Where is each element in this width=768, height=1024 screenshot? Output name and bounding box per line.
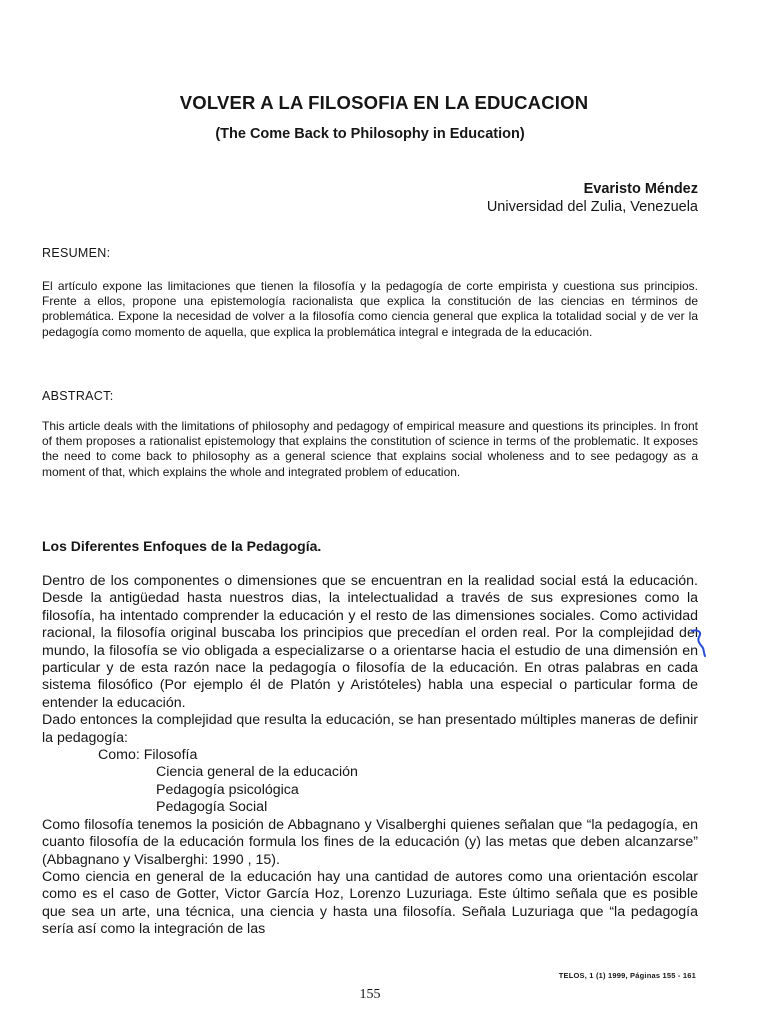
author-name: Evaristo Méndez [583, 181, 698, 197]
pen-mark-icon [690, 628, 708, 658]
section-body [42, 573, 698, 939]
definitions-list [42, 747, 698, 817]
paragraph: Como filosofía tenemos la posición de Abbagnano y Visalberghi quienes señalan que “la pedagogía, en cuanto filosofía de la educación formula los fines de la educación (y) las metas que deben alcanzarse” (Abbagnano y Visalberghi: 1990 , 15). [42, 816, 698, 868]
list-item: Ciencia general de la educación [156, 764, 358, 781]
page-number: 155 [359, 987, 381, 1002]
resumen-heading: RESUMEN: [42, 246, 111, 260]
paragraph: Dentro de los componentes o dimensiones que se encuentran en la realidad social está la educación. Desde la antigüedad hasta nuestros dias, la intelectualidad a través de sus expresiones como la filosofía, ha intentado comprender la educación y el resto de las dimensiones sociales. Como actividad racional, la filosofía original buscaba los principios que precedían el orden real. Por la complejidad del mundo, la filosofía se vio obligada a especializarse o a orientarse hacia el estudio de una dimensión en particular y de esta razón nace la pedagogía o filosofía de la educación. En otras palabras en cada sistema filosófico (Por ejemplo él de Platón y Aristóteles) habla una especial o particular forma de entender la educación. [42, 573, 698, 711]
journal-reference: TELOS, 1 (1) 1999, Páginas 155 - 161 [558, 971, 696, 980]
abstract-heading: ABSTRACT: [42, 389, 114, 403]
author-affiliation: Universidad del Zulia, Venezuela [486, 199, 698, 215]
resumen-text: El artículo expone las limitaciones que tienen la filosofía y la pedagogía de corte empirista y cuestiona sus principios. Frente a ellos, propone una epistemología racionalista que explica la constitución de las ciencias en términos de problemática. Expone la necesidad de volver a la filosofía como ciencia general que explica la totalidad social y de ver la pedagogía como momento de aquella, que explica la problemática integral e integrada de la educación. [42, 279, 698, 339]
list-item: Como: Filosofía [98, 747, 198, 764]
list-item: Pedagogía Social [156, 799, 268, 816]
paragraph: Dado entonces la complejidad que resulta la educación, se han presentado múltiples maneras de definir la pedagogía: [42, 712, 698, 746]
abstract-text: This article deals with the limitations of philosophy and pedagogy of empirical measure and questions its principles. In front of them proposes a rationalist epistemology that explains the constitution of science in terms of the problematic. It exposes the need to come back to philosophy as a general science that explains social wholeness and to see pedagogy as a moment of that, which explains the whole and integrated problem of education. [42, 419, 698, 479]
section-heading: Los Diferentes Enfoques de la Pedagogía. [42, 538, 322, 554]
article-subtitle: (The Come Back to Philosophy in Education) [215, 126, 525, 142]
list-item: Pedagogía psicológica [156, 781, 299, 798]
article-title: VOLVER A LA FILOSOFIA EN LA EDUCACION [179, 92, 589, 113]
paragraph: Como ciencia en general de la educación hay una cantidad de autores como una orientación escolar como es el caso de Gotter, Victor García Hoz, Lorenzo Luzuriaga. Este último señala que es posible que sea un arte, una técnica, una ciencia y hasta una filosofía. Señala Luzuriaga que “la pedagogía sería así como la integración de las [42, 868, 698, 938]
